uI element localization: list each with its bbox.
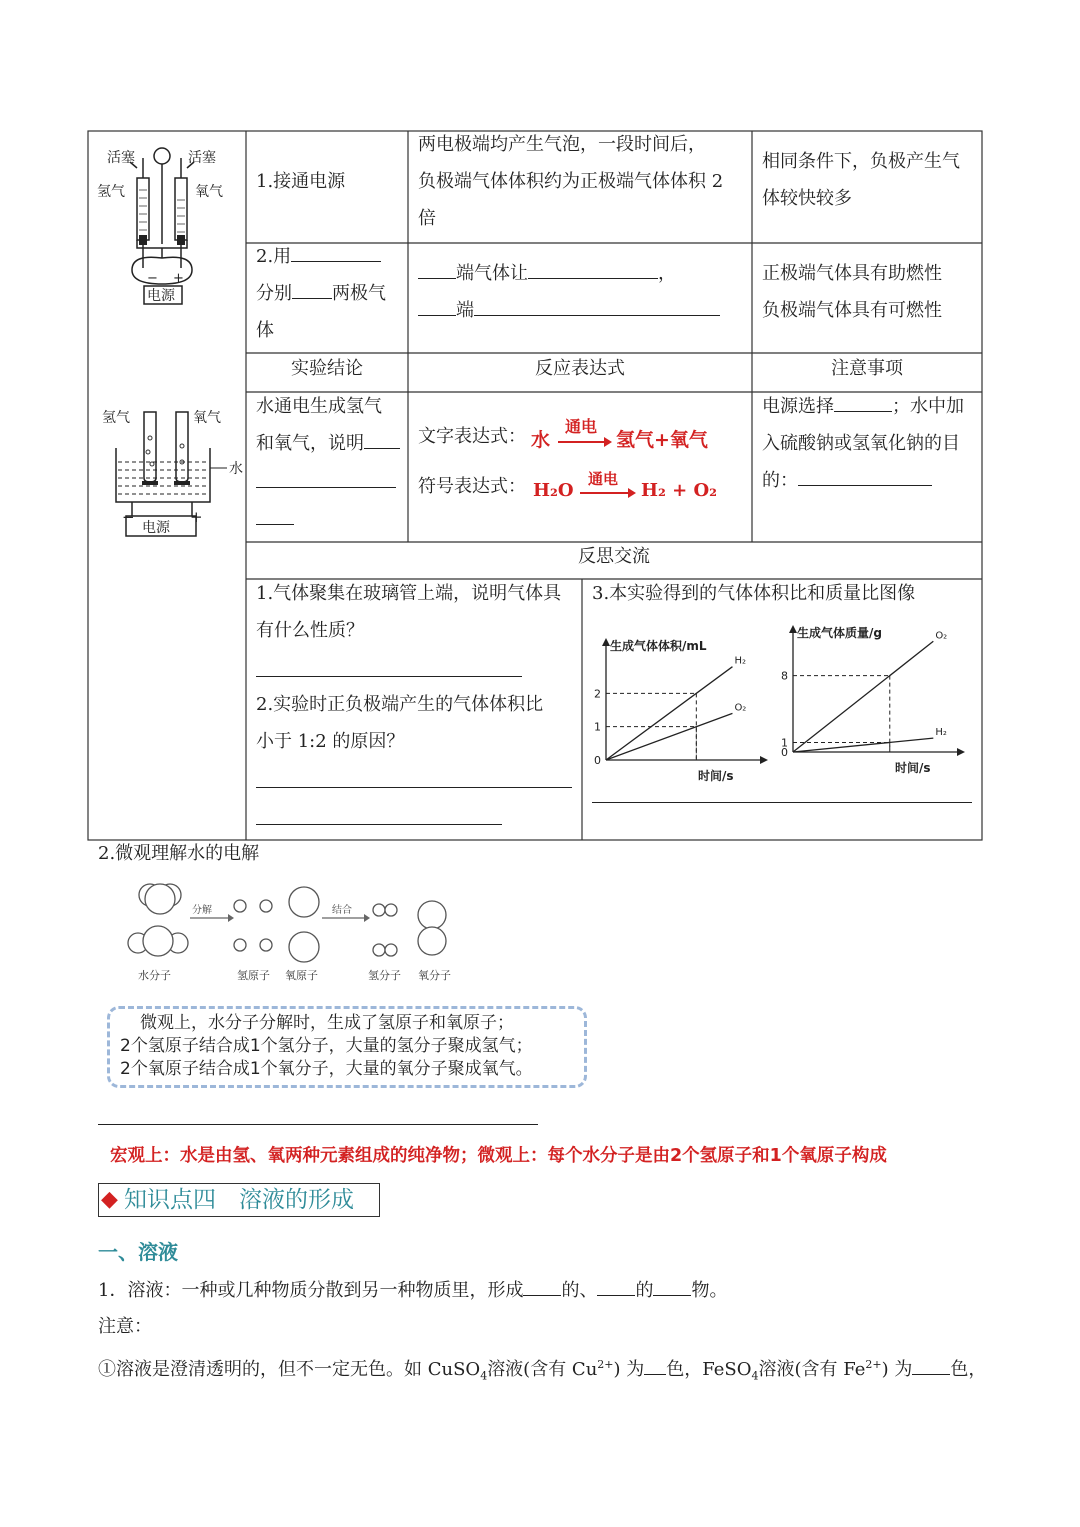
micro-box-line-1: 微观上，水分子分解时，生成了氢原子和氧原子； [140,1013,514,1033]
power-label: 电源 [147,288,175,304]
y-tick-8: 8 [781,669,788,683]
conclusion-l2 [256,425,400,462]
x-axis-arrow-icon [760,756,768,764]
blank-effect-2[interactable] [474,295,720,316]
phenomenon-line-2: 负极端气体体积约为正极端气体体积 2 [418,171,724,192]
item1-d: 色，FeSO [666,1359,752,1380]
volume-chart [590,618,770,786]
note-line-2: 体较快较多 [762,188,852,209]
item1-sub2: 4 [751,1369,759,1383]
micro-box-line-2: 2个氢原子结合成1个氢分子，大量的氢分子聚成氢气； [120,1036,533,1056]
section-heading [98,1183,380,1217]
header-caution: 注意事项 [831,358,903,379]
subsection-solution: 一、溶液 [98,1240,178,1264]
phen2-text-1end: ， [658,263,676,284]
phen2-text-1: 端气体让 [456,263,528,284]
trough-hydrogen-label: 氢气 [102,410,130,426]
arrow-decompose-label: 分解 [192,905,212,916]
item1-g: 色， [950,1359,987,1380]
o-atom-label: 氧原子 [285,969,318,982]
blank-q2-answer-2[interactable] [256,824,502,825]
item1-sup: 2+ [597,1358,614,1371]
trough-plus-label: + [190,508,203,526]
series-line-0 [606,667,732,760]
blank-q1-answer[interactable] [256,676,522,677]
micro-title: 2.微观理解水的电解 [98,843,260,864]
y-axis-arrow-icon [789,625,797,633]
electrolysis-apparatus-diagram [92,140,242,310]
blank-purpose[interactable] [798,465,932,486]
water-molecule-label: 水分子 [138,969,171,982]
y-tick-0: 0 [594,754,601,767]
reflection-title: 反思交流 [578,546,650,567]
conclusion-text-2: 和氧气，说明 [256,433,364,454]
y-tick-2: 2 [594,687,601,701]
micro-diagram [120,875,470,990]
blank-tool[interactable] [291,241,381,262]
phenomenon-line-3: 倍 [418,208,436,229]
micro-box-line-3: 2个氧原子结合成1个氧分子，大量的氧分子聚成氧气。 [120,1059,533,1079]
reflection-q2-l1: 2.实验时正负极端产生的气体体积比 [256,694,544,715]
divider [98,1124,538,1125]
reflection-q2-l2: 小于 1:2 的原因？ [256,731,405,752]
water-label: 水 [229,461,243,477]
blank-method[interactable] [292,278,332,299]
reflection-q1-l1: 1.气体聚集在玻璃管上端，说明气体具 [256,583,562,604]
caution-l1 [762,388,964,425]
phen2-l1 [418,255,676,292]
item1-c: ) 为 [613,1359,645,1380]
h-atom-label: 氢原子 [237,969,270,982]
note2-l2: 负极端气体具有可燃性 [762,300,942,321]
blank-color-2[interactable] [912,1354,950,1375]
series-label-0: O₂ [935,630,948,642]
caution-l3 [762,462,932,499]
hydrogen-label: 氢气 [97,184,125,200]
blank-conclusion-3[interactable] [256,524,294,525]
item1-e: 溶液(含有 Fe [758,1359,866,1380]
def-text-b: 的、 [561,1280,598,1301]
arrow-combine-label: 结合 [332,905,352,916]
step-test-l1 [256,238,381,275]
phen2-text-2: 端 [456,300,474,321]
water-trough-apparatus-diagram [92,398,247,546]
word-product: 氢气+氧气 [616,429,708,451]
conclusion-l1: 水通电生成氢气 [256,396,382,417]
word-equation-label: 文字表达式： [418,426,526,447]
blank-effect-1[interactable] [528,258,658,279]
series-line-1 [793,738,933,752]
step-power-on: 1.接通电源 [256,171,346,192]
word-condition: 通电 [565,417,598,436]
symbol-reactant: H₂O [533,480,574,501]
note-label: 注意： [98,1316,152,1337]
stopcock-right-label: 活塞 [188,150,216,166]
series-label-0: H₂ [734,655,746,667]
minus-label: − [147,271,158,286]
h-molecule-label: 氢分子 [368,969,401,982]
blank-conclusion-1[interactable] [364,428,400,449]
trough-minus-label: − [122,508,135,526]
phen2-l2 [418,292,720,329]
note2-l1: 正极端气体具有助燃性 [762,263,942,284]
symbol-product: H₂ + O₂ [641,480,718,501]
series-label-1: H₂ [935,727,947,739]
word-arrow-icon [556,436,614,448]
y-axis-label: 生成气体体积/mL [610,639,707,653]
blank-def-3[interactable] [653,1275,691,1296]
blank-electrode-1[interactable] [418,258,456,279]
def-text-c: 的 [635,1280,654,1301]
y-tick-1: 1 [594,720,601,734]
caution-l2: 入硫酸钠或氢氧化钠的目 [762,433,960,454]
step-test-text-2b: 两极气 [332,283,386,304]
solution-definition [98,1272,727,1309]
item1-sub: 4 [480,1369,488,1383]
step-test-l3: 体 [256,320,274,341]
blank-electrode-2[interactable] [418,295,456,316]
caution-text-1b: ；水中加 [892,396,964,417]
symbol-condition: 通电 [588,470,619,488]
step-test-text: 2.用 [256,246,292,267]
y-tick-0: 0 [781,746,788,759]
blank-q2-answer-1[interactable] [256,787,572,788]
word-reactant: 水 [531,429,551,451]
o-atom-icon [145,884,175,914]
series-line-0 [793,641,933,752]
note-item-1 [98,1346,986,1395]
step-test-text-2a: 分别 [256,283,292,304]
stopcock-left-label: 活塞 [107,150,135,166]
blank-power-choice[interactable] [834,391,892,412]
blank-def-1[interactable] [523,1275,561,1296]
reflection-q3: 3.本实验得到的气体体积比和质量比图像 [592,583,916,604]
item1-f: ) 为 [881,1359,913,1380]
blank-def-2[interactable] [597,1275,635,1296]
def-text-d: 物。 [691,1280,728,1301]
macro-micro-summary: 宏观上：水是由氢、氧两种元素组成的纯净物；微观上：每个水分子是由2个氢原子和1个氧原子构成 [110,1146,887,1166]
oxygen-label: 氧气 [195,184,223,200]
trough-oxygen-label: 氧气 [193,410,221,426]
blank-conclusion-2[interactable] [256,487,396,488]
plus-label: + [173,271,184,286]
phenomenon-line-1: 两电极端均产生气泡，一段时间后， [418,134,706,155]
blank-color-1[interactable] [644,1354,666,1375]
y-tick-1: 1 [781,736,788,750]
note-line-1: 相同条件下，负极产生气 [762,151,960,172]
step-test-l2 [256,275,386,312]
reflection-q1-l2: 有什么性质？ [256,620,364,641]
item1-b: 溶液(含有 Cu [487,1359,598,1380]
o-atom-icon [143,926,173,956]
mass-chart [775,614,975,786]
x-axis-label: 时间/s [698,769,734,783]
trough-power-label: 电源 [142,520,170,536]
item1-a: ①溶液是澄清透明的，但不一定无色。如 CuSO [98,1359,481,1380]
caution-text-1a: 电源选择 [762,396,834,417]
o-molecule-label: 氧分子 [418,969,451,982]
header-conclusion: 实验结论 [291,358,363,379]
def-text-a: 1．溶液：一种或几种物质分散到另一种物质里，形成 [98,1280,524,1301]
y-axis-label: 生成气体质量/g [797,626,882,640]
x-axis-arrow-icon [957,748,965,756]
x-axis-label: 时间/s [895,761,931,775]
item1-sup2: 2+ [865,1358,882,1371]
symbol-equation-label: 符号表达式： [418,476,526,497]
series-line-1 [606,713,732,760]
caution-text-3: 的： [762,470,798,491]
header-expression: 反应表达式 [535,358,625,379]
series-label-1: O₂ [734,702,747,714]
symbol-arrow-icon [578,487,638,499]
diamond-icon: ◆ [101,1187,118,1212]
section-heading-text: 知识点四 溶液的形成 [124,1187,354,1213]
blank-q3-answer[interactable] [592,802,972,803]
y-axis-arrow-icon [602,638,610,646]
